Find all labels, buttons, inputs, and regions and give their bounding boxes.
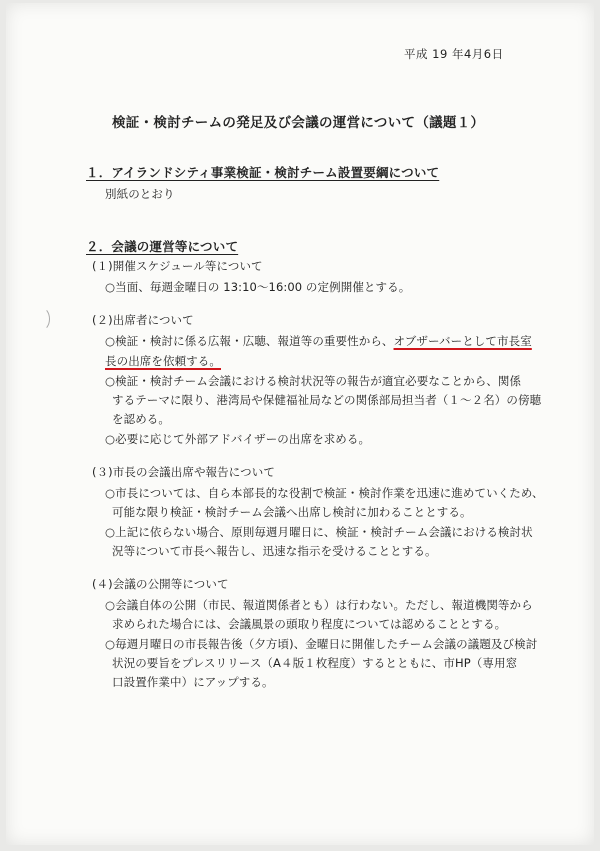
subsection-2-item-1 [105,333,532,349]
subsection-3-line: ○市長については、自ら本部長的な役割で検証・検討作業を迅速に進めていくため、 [105,486,544,500]
subsection-2-item-1-cont [105,353,221,369]
section-1-heading: １．アイランドシティ事業検証・検討チーム設置要綱について [86,165,440,180]
subsection-2-heading: (２)出席者について [92,313,194,327]
item-1-text: ○検証・検討に係る広報・広聴、報道等の重要性から、 [105,334,394,348]
subsection-4-line: ○会議自体の公開（市民、報道関係者とも）は行わない。ただし、報道機関等から [105,598,533,612]
subsection-3-line: 可能な限り検証・検討チーム会議へ出席し検討に加わることとする。 [112,505,472,519]
subsection-1-line: ○当面、毎週金曜日の 13:10～16:00 の定例開催とする。 [105,280,411,294]
subsection-2-item-2-line: するテーマに限り、港湾局や保健福祉局などの関係部局担当者（１～２名）の傍聴 [112,393,542,407]
subsection-4-line: 状況の要旨をプレスリリース（A４版１枚程度）するとともに、市HP（専用窓 [112,656,518,670]
section-1-body: 別紙のとおり [105,187,175,201]
red-underlined-text: 長の出席を依頼する。 [105,354,221,368]
document-date: 平成 19 年4月6日 [404,47,504,61]
subsection-4-line: 求められた場合には、会議風景の頭取り程度については認めることとする。 [112,617,507,631]
subsection-3-line: ○上記に依らない場合、原則毎週月曜日に、検証・検討チーム会議における検討状 [105,525,533,539]
subsection-2-item-2-line: ○検証・検討チーム会議における検討状況等の報告が適宜必要なことから、関係 [105,374,522,388]
subsection-2-item-2-line: を認める。 [112,412,170,426]
subsection-3-heading: (３)市長の会議出席や報告について [92,465,275,479]
punch-hole-mark [32,307,50,331]
subsection-4-heading: (４)会議の公開等について [92,577,229,591]
subsection-1-heading: (１)開催スケジュール等について [92,259,263,273]
red-underlined-text: オブザーバーとして市長室 [393,334,532,348]
document-page [6,3,594,845]
subsection-2-item-3: ○必要に応じて外部アドバイザーの出席を求める。 [105,432,371,446]
subsection-3-line: 況等について市長へ報告し、迅速な指示を受けることとする。 [112,544,437,558]
subsection-4-line: ○毎週月曜日の市長報告後（夕方頃)、金曜日に開催したチーム会議の議題及び検討 [105,637,538,651]
subsection-4-line: 口設置作業中）にアップする。 [112,675,274,689]
document-title: 検証・検討チームの発足及び会議の運営について（議題１） [112,115,485,131]
section-2-heading: ２．会議の運営等について [86,239,239,254]
